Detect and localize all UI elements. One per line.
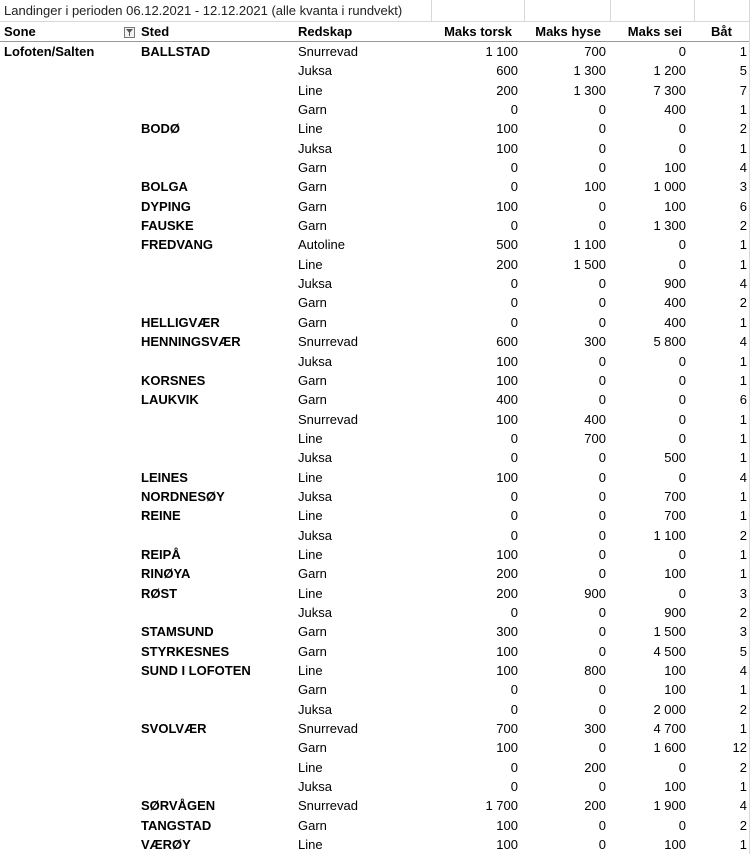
- boats-cell: 1: [739, 256, 747, 272]
- gear-cell: Snurrevad: [298, 798, 358, 814]
- cod-cell: 100: [496, 740, 518, 756]
- boats-cell: 1: [739, 102, 747, 118]
- cod-cell: 1 100: [485, 44, 518, 59]
- saithe-cell: 1 100: [653, 527, 686, 543]
- saithe-cell: 1 300: [653, 218, 686, 234]
- haddock-cell: 200: [584, 759, 606, 775]
- table-row: [0, 216, 750, 235]
- haddock-cell: 0: [598, 295, 606, 311]
- gear-cell: Juksa: [298, 140, 332, 156]
- boats-cell: 1: [739, 721, 747, 737]
- boats-cell: 1: [739, 488, 747, 504]
- cod-cell: 100: [496, 140, 518, 156]
- haddock-cell: 400: [584, 411, 606, 427]
- saithe-cell: 0: [678, 469, 686, 485]
- table-row: [0, 332, 750, 351]
- boats-cell: 4: [739, 663, 747, 678]
- cod-cell: 0: [510, 276, 518, 292]
- cod-cell: 100: [496, 837, 518, 853]
- cod-cell: 0: [510, 779, 518, 795]
- saithe-cell: 0: [678, 546, 686, 562]
- filter-icon[interactable]: [124, 27, 135, 38]
- saithe-cell: 900: [664, 604, 686, 620]
- saithe-cell: 100: [664, 160, 686, 176]
- haddock-cell: 0: [598, 837, 606, 853]
- boats-cell: 1: [739, 430, 747, 446]
- haddock-cell: 1 300: [573, 82, 606, 98]
- boats-cell: 12: [732, 740, 747, 756]
- saithe-cell: 0: [678, 392, 686, 408]
- cod-cell: 600: [496, 334, 518, 350]
- header-haddock[interactable]: Maks hyse: [535, 24, 601, 39]
- haddock-cell: 1 100: [573, 237, 606, 253]
- gear-cell: Garn: [298, 740, 327, 756]
- table-row: [0, 61, 750, 80]
- boats-cell: 6: [739, 392, 747, 408]
- table-row: [0, 468, 750, 487]
- cod-cell: 0: [510, 759, 518, 775]
- cod-cell: 100: [496, 372, 518, 388]
- saithe-cell: 0: [678, 121, 686, 137]
- haddock-cell: 0: [598, 817, 606, 833]
- table-row: [0, 177, 750, 196]
- boats-cell: 2: [739, 701, 747, 717]
- boats-cell: 1: [739, 508, 747, 524]
- saithe-cell: 100: [664, 566, 686, 582]
- gear-cell: Garn: [298, 643, 327, 659]
- cod-cell: 200: [496, 566, 518, 582]
- boats-cell: 1: [739, 682, 747, 698]
- report-title: Landinger i perioden 06.12.2021 - 12.12.2021 (alle kvanta i rundvekt): [0, 0, 432, 22]
- haddock-cell: 0: [598, 469, 606, 485]
- place-cell: SØRVÅGEN: [141, 798, 216, 814]
- gear-cell: Juksa: [298, 276, 332, 292]
- haddock-cell: 0: [598, 160, 606, 176]
- table-row: [0, 526, 750, 545]
- gear-cell: Line: [298, 430, 323, 446]
- table-row: [0, 738, 750, 757]
- cod-cell: 600: [496, 63, 518, 79]
- boats-cell: 2: [739, 527, 747, 543]
- gear-cell: Snurrevad: [298, 44, 358, 59]
- table-row: [0, 293, 750, 312]
- place-cell: NORDNESØY: [141, 488, 225, 504]
- table-row: [0, 42, 750, 61]
- place-cell: REIPÅ: [141, 546, 181, 562]
- table-row: [0, 81, 750, 100]
- place-cell: BODØ: [141, 121, 180, 137]
- cod-cell: 100: [496, 121, 518, 137]
- haddock-cell: 0: [598, 488, 606, 504]
- table-row: [0, 487, 750, 506]
- haddock-cell: 0: [598, 276, 606, 292]
- boats-cell: 2: [739, 817, 747, 833]
- haddock-cell: 0: [598, 546, 606, 562]
- gear-cell: Garn: [298, 198, 327, 214]
- haddock-cell: 800: [584, 663, 606, 678]
- boats-cell: 4: [739, 334, 747, 350]
- haddock-cell: 0: [598, 121, 606, 137]
- haddock-cell: 0: [598, 643, 606, 659]
- cod-cell: 100: [496, 663, 518, 678]
- header-gear[interactable]: Redskap: [298, 24, 353, 39]
- cod-cell: 0: [510, 682, 518, 698]
- place-cell: RØST: [141, 585, 178, 601]
- saithe-cell: 1 900: [653, 798, 686, 814]
- header-saithe[interactable]: Maks sei: [627, 24, 682, 39]
- cod-cell: 0: [510, 179, 518, 195]
- boats-cell: 2: [739, 604, 747, 620]
- cod-cell: 100: [496, 353, 518, 369]
- header-place[interactable]: Sted: [141, 24, 170, 39]
- place-cell: LEINES: [141, 469, 188, 485]
- cod-cell: 200: [496, 82, 518, 98]
- table-row: [0, 564, 750, 583]
- haddock-cell: 1 500: [573, 256, 606, 272]
- saithe-cell: 5 800: [653, 334, 686, 350]
- haddock-cell: 0: [598, 392, 606, 408]
- haddock-cell: 0: [598, 198, 606, 214]
- title-grid-cell: [432, 0, 525, 22]
- table-row: [0, 158, 750, 177]
- table-row: [0, 235, 750, 254]
- gear-cell: Garn: [298, 682, 327, 698]
- table-row: [0, 642, 750, 661]
- haddock-cell: 0: [598, 450, 606, 466]
- boats-cell: 3: [739, 179, 747, 195]
- saithe-cell: 0: [678, 140, 686, 156]
- boats-cell: 4: [739, 160, 747, 176]
- saithe-cell: 0: [678, 372, 686, 388]
- cod-cell: 0: [510, 488, 518, 504]
- gear-cell: Juksa: [298, 701, 332, 717]
- boats-cell: 3: [739, 624, 747, 640]
- boats-cell: 1: [739, 837, 747, 853]
- saithe-cell: 900: [664, 276, 686, 292]
- title-grid-cell: [525, 0, 611, 22]
- table-row: [0, 835, 750, 854]
- table-row: [0, 719, 750, 738]
- saithe-cell: 4 700: [653, 721, 686, 737]
- table-row: [0, 197, 750, 216]
- table-row: [0, 545, 750, 564]
- gear-cell: Line: [298, 508, 323, 524]
- gear-cell: Juksa: [298, 527, 332, 543]
- place-cell: RINØYA: [141, 566, 191, 582]
- gear-cell: Juksa: [298, 488, 332, 504]
- boats-cell: 6: [739, 198, 747, 214]
- gear-cell: Snurrevad: [298, 334, 358, 350]
- cod-cell: 0: [510, 527, 518, 543]
- cod-cell: 0: [510, 102, 518, 118]
- boats-cell: 1: [739, 44, 747, 59]
- gear-cell: Garn: [298, 624, 327, 640]
- saithe-cell: 100: [664, 837, 686, 853]
- place-cell: HELLIGVÆR: [141, 314, 220, 330]
- gear-cell: Autoline: [298, 237, 345, 253]
- saithe-cell: 0: [678, 256, 686, 272]
- report-title-bar: [0, 0, 750, 22]
- haddock-cell: 0: [598, 102, 606, 118]
- saithe-cell: 0: [678, 237, 686, 253]
- haddock-cell: 100: [584, 179, 606, 195]
- place-cell: BOLGA: [141, 179, 188, 195]
- place-cell: REINE: [141, 508, 181, 524]
- haddock-cell: 0: [598, 624, 606, 640]
- haddock-cell: 0: [598, 566, 606, 582]
- zone-cell: Lofoten/Salten: [4, 44, 95, 59]
- gear-cell: Garn: [298, 566, 327, 582]
- saithe-cell: 100: [664, 198, 686, 214]
- saithe-cell: 400: [664, 314, 686, 330]
- header-cod[interactable]: Maks torsk: [444, 24, 512, 39]
- saithe-cell: 700: [664, 508, 686, 524]
- place-cell: SUND I LOFOTEN: [141, 663, 251, 678]
- cod-cell: 0: [510, 701, 518, 717]
- cod-cell: 100: [496, 643, 518, 659]
- place-cell: VÆRØY: [141, 837, 191, 853]
- haddock-cell: 700: [584, 44, 606, 59]
- cod-cell: 0: [510, 508, 518, 524]
- boats-cell: 2: [739, 295, 747, 311]
- saithe-cell: 500: [664, 450, 686, 466]
- table-row: [0, 313, 750, 332]
- haddock-cell: 0: [598, 604, 606, 620]
- gear-cell: Snurrevad: [298, 411, 358, 427]
- gear-cell: Juksa: [298, 353, 332, 369]
- saithe-cell: 7 300: [653, 82, 686, 98]
- table-row: [0, 584, 750, 603]
- cod-cell: 100: [496, 546, 518, 562]
- saithe-cell: 1 500: [653, 624, 686, 640]
- saithe-cell: 0: [678, 44, 686, 59]
- boats-cell: 1: [739, 140, 747, 156]
- cod-cell: 100: [496, 198, 518, 214]
- gear-cell: Line: [298, 82, 323, 98]
- cod-cell: 400: [496, 392, 518, 408]
- boats-cell: 1: [739, 566, 747, 582]
- table-header: [0, 22, 750, 42]
- table-row: [0, 139, 750, 158]
- saithe-cell: 0: [678, 585, 686, 601]
- gear-cell: Garn: [298, 295, 327, 311]
- gear-cell: Line: [298, 256, 323, 272]
- boats-cell: 3: [739, 585, 747, 601]
- place-cell: FREDVANG: [141, 237, 213, 253]
- saithe-cell: 100: [664, 682, 686, 698]
- gear-cell: Garn: [298, 314, 327, 330]
- boats-cell: 1: [739, 411, 747, 427]
- cod-cell: 0: [510, 218, 518, 234]
- saithe-cell: 700: [664, 488, 686, 504]
- haddock-cell: 700: [584, 430, 606, 446]
- saithe-cell: 400: [664, 295, 686, 311]
- table-body: [0, 42, 750, 854]
- place-cell: FAUSKE: [141, 218, 194, 234]
- saithe-cell: 1 000: [653, 179, 686, 195]
- gear-cell: Garn: [298, 179, 327, 195]
- gear-cell: Line: [298, 759, 323, 775]
- boats-cell: 5: [739, 63, 747, 79]
- boats-cell: 1: [739, 353, 747, 369]
- gear-cell: Line: [298, 837, 323, 853]
- place-cell: KORSNES: [141, 372, 206, 388]
- haddock-cell: 0: [598, 508, 606, 524]
- boats-cell: 1: [739, 546, 747, 562]
- cod-cell: 0: [510, 160, 518, 176]
- boats-cell: 2: [739, 121, 747, 137]
- gear-cell: Line: [298, 585, 323, 601]
- haddock-cell: 200: [584, 798, 606, 814]
- cod-cell: 1 700: [485, 798, 518, 814]
- place-cell: STAMSUND: [141, 624, 214, 640]
- table-row: [0, 603, 750, 622]
- cod-cell: 0: [510, 450, 518, 466]
- cod-cell: 0: [510, 604, 518, 620]
- table-row: [0, 429, 750, 448]
- cod-cell: 200: [496, 585, 518, 601]
- table-row: [0, 680, 750, 699]
- table-row: [0, 448, 750, 467]
- cod-cell: 0: [510, 295, 518, 311]
- table-row: [0, 758, 750, 777]
- boats-cell: 5: [739, 643, 747, 659]
- place-cell: BALLSTAD: [141, 44, 211, 59]
- saithe-cell: 0: [678, 430, 686, 446]
- place-cell: LAUKVIK: [141, 392, 199, 408]
- saithe-cell: 0: [678, 411, 686, 427]
- haddock-cell: 0: [598, 779, 606, 795]
- gear-cell: Garn: [298, 160, 327, 176]
- cod-cell: 100: [496, 817, 518, 833]
- saithe-cell: 0: [678, 817, 686, 833]
- gear-cell: Snurrevad: [298, 721, 358, 737]
- boats-cell: 1: [739, 372, 747, 388]
- cod-cell: 200: [496, 256, 518, 272]
- header-boats[interactable]: Båt: [711, 24, 732, 39]
- boats-cell: 1: [739, 237, 747, 253]
- table-row: [0, 777, 750, 796]
- saithe-cell: 0: [678, 759, 686, 775]
- gear-cell: Juksa: [298, 779, 332, 795]
- cod-cell: 700: [496, 721, 518, 737]
- boats-cell: 4: [739, 276, 747, 292]
- place-cell: DYPING: [141, 198, 191, 214]
- saithe-cell: 0: [678, 353, 686, 369]
- table-row: [0, 796, 750, 815]
- haddock-cell: 0: [598, 682, 606, 698]
- gear-cell: Juksa: [298, 63, 332, 79]
- table-row: [0, 700, 750, 719]
- table-row: [0, 506, 750, 525]
- title-grid-cell: [611, 0, 695, 22]
- haddock-cell: 1 300: [573, 63, 606, 79]
- boats-cell: 1: [739, 779, 747, 795]
- haddock-cell: 0: [598, 314, 606, 330]
- boats-cell: 7: [739, 82, 747, 98]
- title-grid-cell: [695, 0, 750, 22]
- boats-cell: 2: [739, 218, 747, 234]
- cod-cell: 300: [496, 624, 518, 640]
- table-row: [0, 622, 750, 641]
- haddock-cell: 300: [584, 721, 606, 737]
- haddock-cell: 0: [598, 701, 606, 717]
- table-row: [0, 100, 750, 119]
- table-row: [0, 371, 750, 390]
- gear-cell: Garn: [298, 817, 327, 833]
- table-row: [0, 816, 750, 835]
- saithe-cell: 4 500: [653, 643, 686, 659]
- table-row: [0, 274, 750, 293]
- saithe-cell: 100: [664, 663, 686, 678]
- gear-cell: Line: [298, 663, 323, 678]
- saithe-cell: 1 600: [653, 740, 686, 756]
- place-cell: TANGSTAD: [141, 817, 212, 833]
- cod-cell: 0: [510, 430, 518, 446]
- haddock-cell: 0: [598, 527, 606, 543]
- cod-cell: 100: [496, 411, 518, 427]
- table-row: [0, 661, 750, 680]
- saithe-cell: 100: [664, 779, 686, 795]
- saithe-cell: 400: [664, 102, 686, 118]
- gear-cell: Garn: [298, 102, 327, 118]
- boats-cell: 1: [739, 314, 747, 330]
- table-row: [0, 390, 750, 409]
- gear-cell: Juksa: [298, 604, 332, 620]
- gear-cell: Juksa: [298, 450, 332, 466]
- gear-cell: Line: [298, 546, 323, 562]
- haddock-cell: 0: [598, 740, 606, 756]
- cod-cell: 100: [496, 469, 518, 485]
- haddock-cell: 900: [584, 585, 606, 601]
- table-row: [0, 255, 750, 274]
- table-row: [0, 352, 750, 371]
- place-cell: SVOLVÆR: [141, 721, 207, 737]
- gear-cell: Garn: [298, 372, 327, 388]
- place-cell: STYRKESNES: [141, 643, 230, 659]
- place-cell: HENNINGSVÆR: [141, 334, 241, 350]
- cod-cell: 0: [510, 314, 518, 330]
- gear-cell: Line: [298, 469, 323, 485]
- table-row: [0, 119, 750, 138]
- gear-cell: Line: [298, 121, 323, 137]
- table-row: [0, 410, 750, 429]
- header-zone[interactable]: Sone: [4, 24, 36, 39]
- haddock-cell: 0: [598, 353, 606, 369]
- saithe-cell: 1 200: [653, 63, 686, 79]
- boats-cell: 4: [739, 469, 747, 485]
- cod-cell: 500: [496, 237, 518, 253]
- haddock-cell: 300: [584, 334, 606, 350]
- gear-cell: Garn: [298, 392, 327, 408]
- boats-cell: 2: [739, 759, 747, 775]
- haddock-cell: 0: [598, 218, 606, 234]
- saithe-cell: 2 000: [653, 701, 686, 717]
- boats-cell: 4: [739, 798, 747, 814]
- boats-cell: 1: [739, 450, 747, 466]
- gear-cell: Garn: [298, 218, 327, 234]
- haddock-cell: 0: [598, 372, 606, 388]
- haddock-cell: 0: [598, 140, 606, 156]
